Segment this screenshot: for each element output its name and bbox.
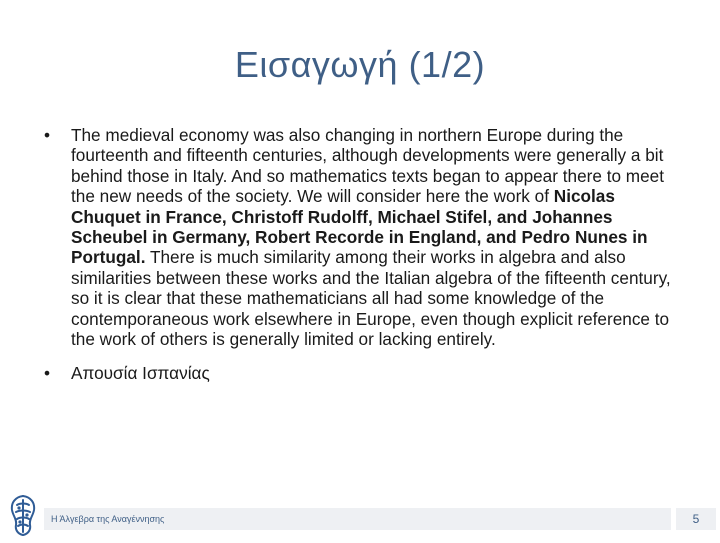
bullet-item <box>44 363 684 383</box>
footer-text: Η Άλγεβρα της Αναγέννησης <box>51 514 165 524</box>
bullet-text: Απουσία Ισπανίας <box>71 363 210 384</box>
bullet-text <box>71 125 684 349</box>
page-number: 5 <box>676 508 716 530</box>
bullet-item <box>44 125 684 349</box>
slide-content <box>44 125 684 384</box>
bullet-marker: • <box>44 125 51 145</box>
bullet-text-part: The medieval economy was also changing in northern Europe during the fourteenth and fifteenth centuries, although developments were generally a bit behind those in Italy. And so mathematics texts began to appear there to meet the new needs of the society. We will consider here the work of <box>71 125 665 207</box>
bullet-marker: • <box>44 363 51 384</box>
bullet-text-part: There is much similarity among their works in algebra and also similarities between these works and the Italian algebra of the fifteenth century, so it is clear that these mathematicians all had some knowledge of the contemporaneous work elsewhere in Europe, even though explicit reference to the work of others is generally limited or lacking entirely. <box>71 247 671 350</box>
bullet-text-bold: Nicolas Chuquet in France, Christoff Rudolff, Michael Stifel, and Johannes Scheubel in Germany, Robert Recorde in England, and Pedro Nunes in Portugal. <box>71 186 648 268</box>
slide-title: Εισαγωγή (1/2) <box>234 44 486 85</box>
university-logo-icon <box>6 492 40 538</box>
footer-bar <box>44 508 671 530</box>
